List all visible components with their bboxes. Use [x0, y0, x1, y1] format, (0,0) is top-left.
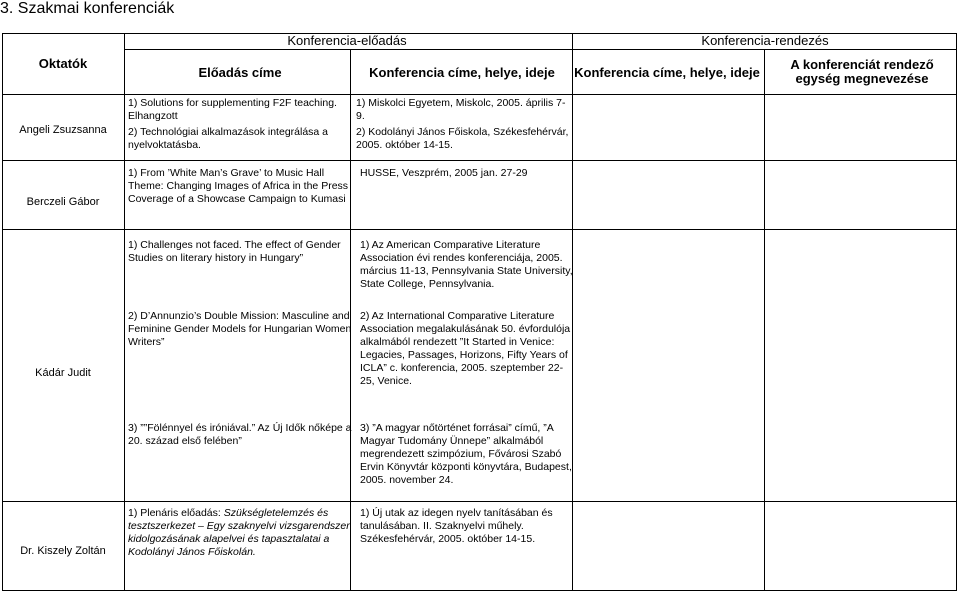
- column-rule: [764, 49, 765, 591]
- row-rule: [2, 160, 957, 161]
- header-eloadas-cime: Előadás címe: [198, 65, 282, 80]
- header-konferencia-cime-1: Konferencia címe, helye, ideje: [369, 65, 555, 80]
- lecturer-name: Angeli Zsuzsanna: [19, 124, 107, 136]
- header-divider: [124, 49, 956, 50]
- conference-venue: 3) ”A magyar nőtörténet forrásai” című, ”A Magyar Tudomány Ünnepe” alkalmából megrendezett szimpózium, Fővárosi Szabó Ervin Könyvtár központi könyvtára, Budapest, 2005. november 24.: [360, 422, 572, 486]
- talk-title: 1) From ’White Man’s Grave’ to Music Hall Theme: Changing Images of Africa in the Press Coverage of a Showcase Campaign to Kumasi: [128, 167, 349, 205]
- conference-venue: 1) Az American Comparative Literature Association évi rendes konferenciája, 2005. március 11-13, Pennsylvania State University, State College, Pennsylvania.: [360, 239, 573, 290]
- header-konferencia-eloadas: Konferencia-előadás: [287, 33, 407, 48]
- header-rendezo-egyseg: A konferenciát rendező egység megnevezése: [790, 57, 934, 86]
- header-oktatok: Oktatók: [38, 56, 88, 71]
- conference-venue: HUSSE, Veszprém, 2005 jan. 27-29: [360, 167, 528, 179]
- conference-venue: 1) Miskolci Egyetem, Miskolc, 2005. április 7- 9.: [356, 97, 566, 122]
- talk-title: 1) Solutions for supplementing F2F teaching. Elhangzott: [128, 97, 337, 122]
- row-rule: [2, 229, 957, 230]
- row-rule: [2, 501, 957, 502]
- header-bottom-rule: [2, 94, 957, 95]
- talk-title: 3) ””Fölénnyel és iróniával.” Az Új Idők nőképe a 20. század első felében”: [128, 422, 352, 447]
- conference-venue: 2) Az International Comparative Literature Association megalakulásának 50. évfordulója alkalmából rendezett ”It Started in Venice: Legacies, Passages, Horizons, Fifty Years of ICLA” c. konferencia, 2005. szeptember 22- 25, Venice.: [360, 310, 571, 387]
- lecturer-name: Berczeli Gábor: [26, 196, 100, 208]
- column-rule: [572, 33, 573, 591]
- talk-title: 2) D’Annunzio’s Double Mission: Masculine and Feminine Gender Models for Hungarian Women Writers”: [128, 310, 352, 348]
- header-konferencia-cime-2: Konferencia címe, helye, ideje: [574, 65, 760, 80]
- header-konferencia-rendezes: Konferencia-rendezés: [701, 33, 829, 48]
- page-heading: 3. Szakmai konferenciák: [0, 0, 175, 17]
- lecturer-name: Kádár Judit: [35, 367, 91, 379]
- conference-venue: 1) Új utak az idegen nyelv tanításában és tanulásában. II. Szaknyelvi műhely. Székesfehérvár, 2005. október 14-15.: [360, 507, 553, 545]
- talk-title: 1) Plenáris előadás: Szükségletelemzés és tesztszerkezet – Egy szaknyelvi vizsgarendszer kidolgozásának alapelvei és tapasztalatai a Kodolányi János Főiskolán.: [128, 507, 350, 558]
- lecturer-name: Dr. Kiszely Zoltán: [20, 545, 106, 557]
- column-rule: [124, 33, 125, 591]
- conference-venue: 2) Kodolányi János Főiskola, Székesfehérvár, 2005. október 14-15.: [356, 126, 569, 151]
- talk-title: 2) Technológiai alkalmazások integrálása a nyelvoktatásba.: [128, 126, 329, 151]
- talk-title: 1) Challenges not faced. The effect of Gender Studies on literary history in Hungary”: [128, 239, 341, 264]
